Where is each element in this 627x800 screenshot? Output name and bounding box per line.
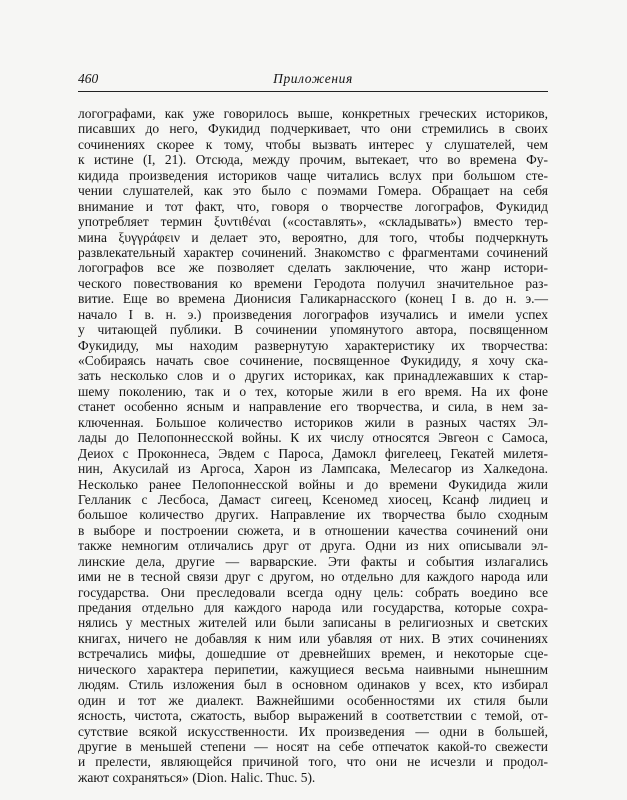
text-line: логографов все же позволяет сделать заключение, что жанр истори- (78, 260, 548, 276)
text-line: ческого повествования ко времени Геродота получил значительное раз- (78, 275, 548, 291)
text-line: нялись у местных жителей или были записаны в религиозных и светских (78, 615, 548, 631)
text-line: также немногим отличались друг от друга. Одни из них описывали эл- (78, 538, 548, 554)
text-line: сочинениях скорее к тому, чтобы вызвать интерес у слушателей, чем (78, 136, 548, 152)
text-line: логографами, как уже говорилось выше, конкретных греческих историков, (78, 106, 548, 121)
text-line: большое количество других. Направление их творчества было сходным (78, 507, 548, 523)
text-line: мина ξυγγράφειν и делает это, вероятно, для того, чтобы подчеркнуть (78, 229, 548, 245)
text-line: один и тот же диалект. Важнейшими особенностями их стиля были (78, 692, 548, 708)
body-text (78, 106, 548, 785)
text-line: ключенная. Большое количество историков жили в разных частях Эл- (78, 414, 548, 430)
text-line: чении слушателей, как это было с поэмами Гомера. Обращает на себя (78, 183, 548, 199)
text-line: в выборе и построении сюжета, и в отношении качества сочинений они (78, 522, 548, 538)
text-line: сутствие всякой искусственности. Их произведения — одни в большей, (78, 723, 548, 739)
text-line: Деиох с Проконнеса, Эвдем с Пароса, Дамокл фигелеец, Гекатей милетя- (78, 445, 548, 461)
text-line: государства. Они преследовали всегда одну цель: собрать воедино все (78, 584, 548, 600)
text-line: начало I в. н. э.) произведения логографов изучались и имели успех (78, 306, 548, 322)
text-line: Фукидиду, мы находим развернутую характеристику их творчества: (78, 337, 548, 353)
text-line: встречались мифы, дошедшие от древнейших времен, и некоторые сце- (78, 646, 548, 662)
header-rule (78, 91, 548, 92)
text-line: шему поколению, так и о тех, которые жили в его время. На их фоне (78, 383, 548, 399)
text-line: Несколько ранее Пелопоннесской войны и до времени Фукидида жили (78, 476, 548, 492)
text-line: витие. Еще во времена Дионисия Галикарнасского (конец I в. до н. э.— (78, 291, 548, 307)
text-line: писавших до него, Фукидид подчеркивает, что они стремились в своих (78, 121, 548, 137)
text-line: кидида произведения историков чаще читались вслух при большом сте- (78, 167, 548, 183)
running-title: Приложения (273, 71, 353, 86)
text-line: жают сохраняться» (Dion. Halic. Thuc. 5). (78, 769, 316, 785)
text-line: книгах, ничего не добавляя к ним или убавляя от них. В этих сочинениях (78, 630, 548, 646)
text-line: к истине (I, 21). Отсюда, между прочим, вытекает, что во времена Фу- (78, 152, 548, 168)
text-line: употребляет термин ξυντιθέναι («составлять», «складывать») вместо тер- (78, 214, 548, 230)
text-line: Гелланик с Лесбоса, Дамаст сигеец, Ксеномед хиосец, Ксанф лидиец и (78, 491, 548, 507)
text-line: и прелести, являющейся причиной того, что они не исчезли и продол- (78, 754, 548, 770)
text-line: предания отдельно для каждого народа или государства, которые сохра- (78, 600, 548, 615)
text-line: у читающей публики. В сочинении упомянутого автора, посвященном (78, 322, 548, 338)
text-line: станет особенно ясным и направление его творчества, и сила, в нем за- (78, 399, 548, 415)
text-line: зать несколько слов и о других историках, как принадлежавших к стар- (78, 368, 548, 384)
text-line: лады до Пелопоннесской войны. К их числу относятся Эвгеон с Самоса, (78, 430, 548, 446)
page-number: 460 (78, 71, 99, 86)
page-header (78, 71, 548, 91)
text-line: линские дела, другие — варварские. Эти факты и события излагались (78, 553, 548, 569)
text-line: другие в меньшей степени — носят на себе отпечаток какой-то свежести (78, 738, 548, 754)
text-line: ими не в тесной связи друг с другом, но отдельно для каждого народа или (78, 569, 548, 585)
text-line: людям. Стиль изложения был в основном одинаков у всех, кто избирал (78, 677, 548, 693)
text-line: нин, Акусилай из Аргоса, Харон из Лампсака, Мелесагор из Халкедона. (78, 461, 548, 477)
text-line: «Собираясь начать свое сочинение, посвященное Фукидиду, я хочу ска- (78, 353, 548, 368)
text-line: ясность, чистота, сжатость, выбор выражений в соответствии с темой, от- (78, 708, 548, 724)
text-line: развлекательный характер сочинений. Знакомство с фрагментами сочинений (78, 244, 548, 260)
text-line: внимание и тот факт, что, говоря о творчестве логографов, Фукидид (78, 198, 548, 214)
text-line: нического характера перипетии, кажущиеся весьма наивными нынешним (78, 661, 548, 677)
